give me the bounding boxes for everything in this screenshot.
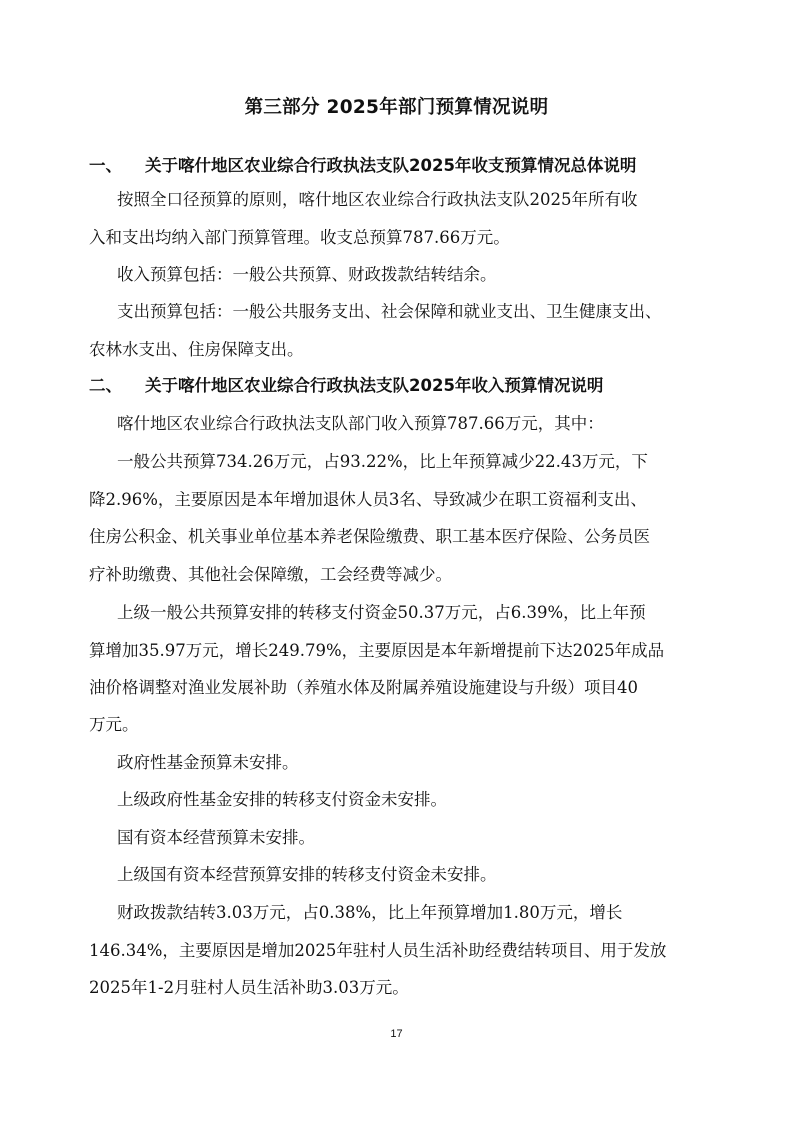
paragraph-line: 146.34%，主要原因是增加2025年驻村人员生活补助经费结转项目、用于发放 — [89, 941, 667, 960]
paragraph-line: 财政拨款结转3.03万元，占0.38%，比上年预算增加1.80万元，增长 — [117, 903, 623, 922]
paragraph-line: 住房公积金、机关事业单位基本养老保险缴费、职工基本医疗保险、公务员医 — [89, 527, 650, 546]
paragraph-line: 喀什地区农业综合行政执法支队部门收入预算787.66万元，其中： — [117, 414, 604, 433]
paragraph-line: 油价格调整对渔业发展补助（养殖水体及附属养殖设施建设与升级）项目40 — [89, 678, 638, 697]
page-title: 第三部分 2025年部门预算情况说明 — [244, 97, 549, 118]
paragraph-line: 算增加35.97万元，增长249.79%，主要原因是本年新增提前下达2025年成品 — [89, 641, 665, 660]
paragraph-line: 按照全口径预算的原则，喀什地区农业综合行政执法支队2025年所有收 — [117, 190, 638, 209]
paragraph-line: 上级政府性基金安排的转移支付资金未安排。 — [117, 790, 447, 809]
section-title-1: 关于喀什地区农业综合行政执法支队2025年收支预算情况总体说明 — [145, 156, 637, 175]
paragraph-line: 国有资本经营预算未安排。 — [117, 828, 315, 847]
paragraph-line: 入和支出均纳入部门预算管理。收支总预算787.66万元。 — [89, 228, 510, 247]
paragraph-line: 政府性基金预算未安排。 — [117, 753, 299, 772]
section-title-2: 关于喀什地区农业综合行政执法支队2025年收入预算情况说明 — [145, 376, 604, 395]
section-number-1: 一、 — [89, 156, 122, 175]
section-heading-2 — [89, 375, 603, 397]
paragraph-line: 万元。 — [89, 715, 139, 734]
page-number: 17 — [390, 1028, 403, 1040]
section-number-2: 二、 — [89, 376, 122, 395]
paragraph-line: 收入预算包括：一般公共预算、财政拨款结转结余。 — [117, 265, 497, 284]
paragraph-line: 上级一般公共预算安排的转移支付资金50.37万元，占6.39%，比上年预 — [117, 603, 646, 622]
paragraph-line: 2025年1-2月驻村人员生活补助3.03万元。 — [89, 978, 409, 997]
paragraph-line: 降2.96%，主要原因是本年增加退休人员3名、导致减少在职工资福利支出、 — [89, 490, 647, 509]
paragraph-line: 支出预算包括：一般公共服务支出、社会保障和就业支出、卫生健康支出、 — [117, 302, 662, 321]
paragraph-line: 农林水支出、住房保障支出。 — [89, 340, 304, 359]
paragraph-line: 疗补助缴费、其他社会保障缴，工会经费等减少。 — [89, 565, 452, 584]
section-heading-1 — [89, 155, 636, 177]
paragraph-line: 上级国有资本经营预算安排的转移支付资金未安排。 — [117, 865, 497, 884]
paragraph-line: 一般公共预算734.26万元，占93.22%，比上年预算减少22.43万元，下 — [117, 452, 648, 471]
